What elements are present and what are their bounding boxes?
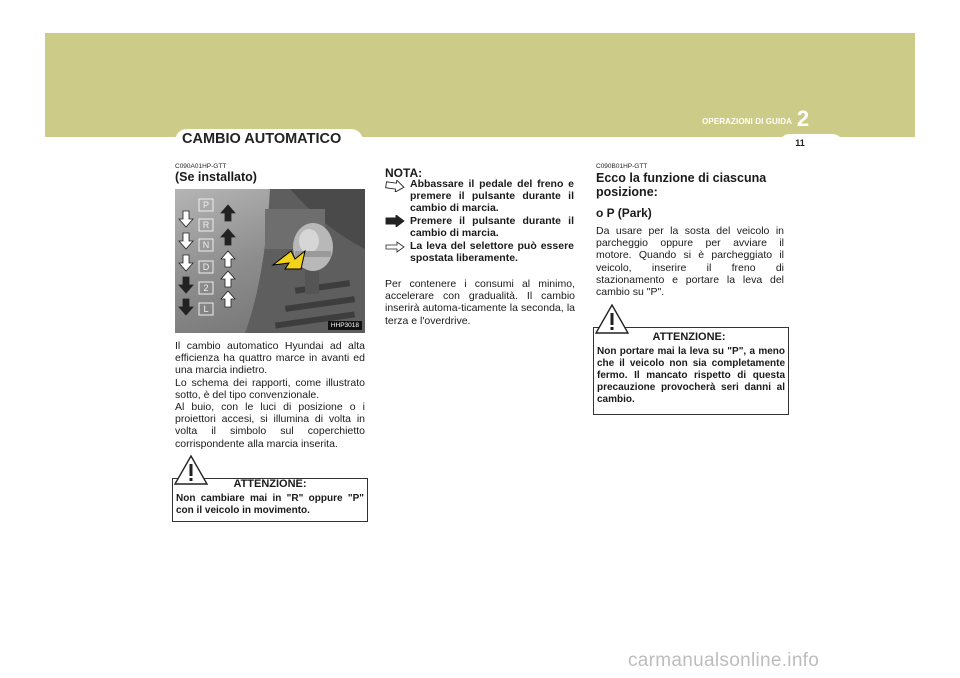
warning-title: ATTENZIONE: [652,331,726,343]
col1-paragraph: Al buio, con le luci di posizione o i proiettori accesi, si illumina di volta in volta il simbolo sul coperchietto corrispondente alla marcia inserita. [175,401,365,450]
warning-text: Non cambiare mai in "R" oppure "P" con il veicolo in movimento. [176,493,364,516]
subtitle: Ecco la funzione di ciascuna posizione: [596,171,767,199]
section-title: CAMBIO AUTOMATICO [182,131,342,147]
warning-title: ATTENZIONE: [233,478,307,490]
section-code: C090B01HP-GTT [596,163,648,170]
chapter-number: 2 [796,106,810,131]
gear-letter-d: D [202,262,210,272]
photo-code: HHP3018 [328,321,362,330]
section-code: C090A01HP-GTT [175,163,227,170]
col3-paragraph: Da usare per la sosta del veicolo in parcheggio oppure per avviare il motore. Quando si è parcheggiato il veicolo, inserire il freno di stazionamento e portare la leva del cambio su "P". [596,225,784,299]
gear-shift-photo [175,189,365,333]
nota-item-1: Abbassare il pedale del freno e premere il pulsante durante il cambio di marcia. [410,178,574,215]
nota-title: NOTA: [385,166,423,180]
col1-paragraph: Il cambio automatico Hyundai ad alta efficienza ha quattro marce in avanti ed una marcia indietro. [175,340,365,377]
col1-paragraph: Lo schema dei rapporti, come illustrato sotto, è del tipo convenzionale. [175,376,365,401]
warning-text: Non portare mai la leva su "P", a meno che il veicolo non sia completamente fermo. Il mancato rispetto di questa precauzione provocherà seri danni al cambio. [597,346,785,405]
warning-triangle-icon [174,455,208,485]
chapter-label: OPERAZIONI DI GUIDA [702,117,792,126]
subtitle: (Se installato) [175,170,257,184]
col1-body [175,340,365,450]
thin-arrow-icon [385,241,405,253]
gear-letter-n: N [202,240,210,250]
gear-letter-p: P [202,200,209,210]
nota-item-2: Premere il pulsante durante il cambio di marcia. [410,215,574,240]
gear-letter-l: L [203,304,209,314]
page-number: 11 [795,138,805,148]
solid-arrow-icon [385,215,405,227]
position-title: o P (Park) [596,206,652,220]
watermark: carmanualsonline.info [628,650,820,671]
gear-letter-2: 2 [203,283,209,293]
gear-letter-r: R [202,220,210,230]
col2-paragraph: Per contenere i consumi al minimo, accelerare con gradualità. Il cambio inserirà automa-ticamente la seconda, la terza e l'overdrive. [385,278,575,327]
warning-triangle-icon [595,304,629,334]
nota-item-3: La leva del selettore può essere spostata liberamente. [410,240,574,265]
outline-arrow-icon [385,180,405,192]
